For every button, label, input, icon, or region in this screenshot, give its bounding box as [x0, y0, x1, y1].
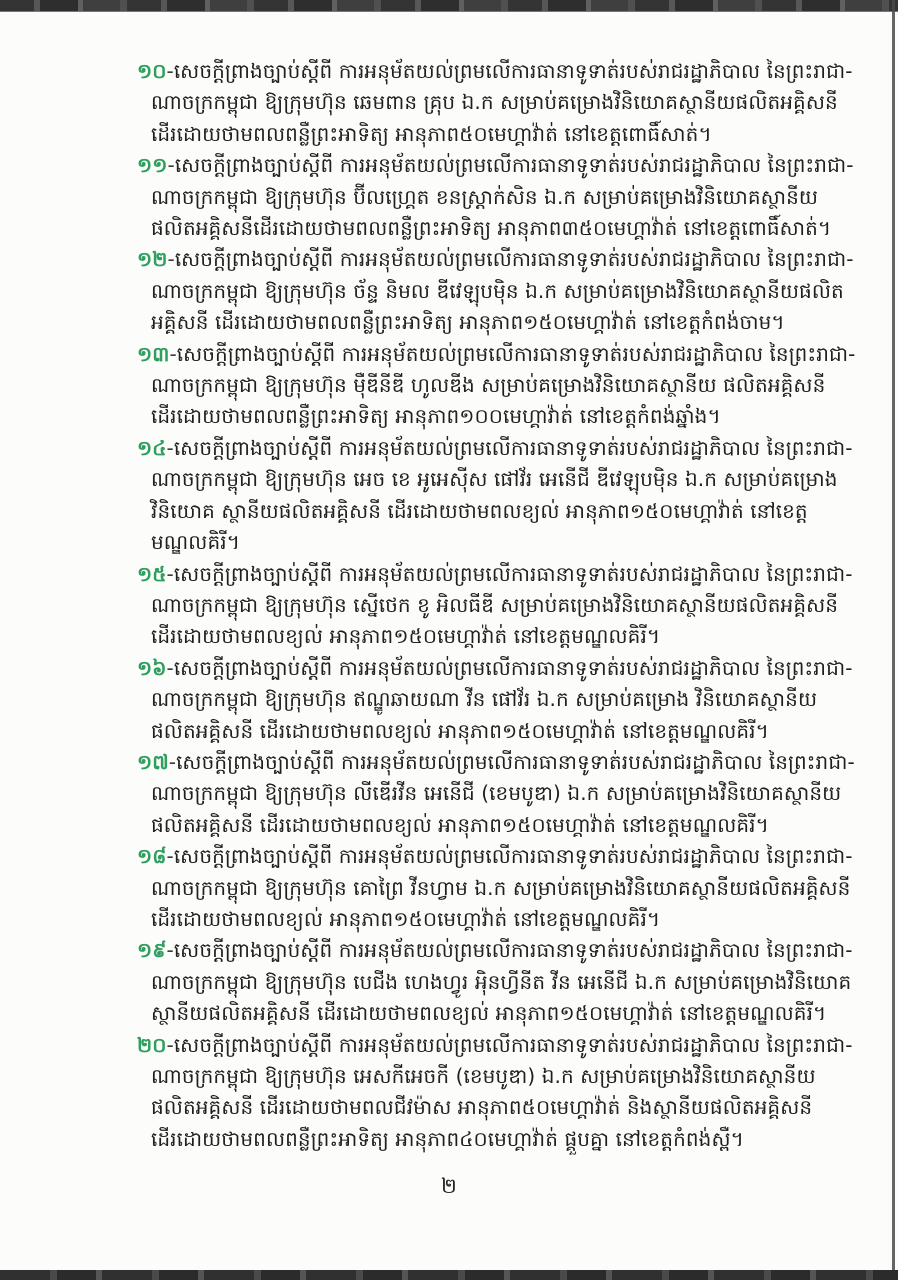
item-text-line: ដើរដោយថាមពលពន្លឺព្រះអាទិត្យ អានុភាព៤០មេហ្គាវ៉ាត់ ផ្គួបគ្នា នៅខេត្តកំពង់ស្ពឺ។	[151, 1126, 744, 1151]
item-number: ១៦	[137, 655, 167, 680]
item-first-line	[137, 559, 853, 590]
draft-law-agenda-list	[137, 56, 856, 1155]
item-text-line: សេចក្ដីព្រាងច្បាប់ស្ដីពី ការអនុម័តយល់ព្រមលើការធានាទូទាត់របស់រាជរដ្ឋាភិបាល នៃព្រះរាជា-	[176, 749, 855, 774]
agenda-item	[137, 244, 854, 338]
item-text-line: ណាចក្រកម្ពុជា ឱ្យក្រុមហ៊ុន គោព្រៃ វីនហ្វាម ឯ.ក សម្រាប់គម្រោងវិនិយោគស្ថានីយផលិតអគ្គិសនី	[151, 875, 851, 900]
top-scan-edge-artifact	[0, 0, 898, 12]
agenda-item	[137, 935, 853, 1029]
item-first-line	[137, 747, 855, 778]
item-text-line: សេចក្ដីព្រាងច្បាប់ស្ដីពី ការអនុម័តយល់ព្រមលើការធានាទូទាត់របស់រាជរដ្ឋាភិបាល នៃព្រះរាជា-	[173, 561, 853, 586]
item-first-line	[137, 150, 854, 181]
item-number-dash: -	[166, 938, 174, 963]
item-number-dash: -	[166, 1032, 174, 1057]
item-text-line: ដើរដោយថាមពលខ្យល់ អានុភាព១៥០មេហ្គាវ៉ាត់ នៅខេត្តមណ្ឌលគិរី។	[151, 906, 661, 931]
item-text-line: ណាចក្រកម្ពុជា ឱ្យក្រុមហ៊ុន អេច ខេ អូអេស៊ីស ផៅវ័រ អេនើជី ឌីវេឡុបមុិន ឯ.ក សម្រាប់គម្រោង	[151, 467, 838, 492]
item-number: ១៩	[137, 938, 167, 963]
item-number: ១៨	[137, 844, 167, 869]
right-scan-edge-line	[892, 0, 895, 1280]
item-first-line	[137, 653, 853, 684]
item-text-line: សេចក្ដីព្រាងច្បាប់ស្ដីពី ការអនុម័តយល់ព្រមលើការធានាទូទាត់របស់រាជរដ្ឋាភិបាល នៃព្រះរាជា-	[173, 844, 853, 869]
item-text-line: ណាចក្រកម្ពុជា ឱ្យក្រុមហ៊ុន ច័ន្ទ និមល ឌីវេឡុបមុិន ឯ.ក សម្រាប់គម្រោងវិនិយោគស្ថានីយផលិត	[151, 278, 844, 303]
item-number-dash: -	[166, 59, 174, 83]
item-text-line: ណាចក្រកម្ពុជា ឱ្យក្រុមហ៊ុន ឆេមពាន គ្រុប ឯ.ក សម្រាប់គម្រោងវិនិយោគស្ថានីយផលិតអគ្គិសនី	[151, 90, 838, 115]
item-text-line: សេចក្ដីព្រាងច្បាប់ស្ដីពី ការអនុម័តយល់ព្រមលើការធានាទូទាត់របស់រាជរដ្ឋាភិបាល នៃព្រះរាជា-	[173, 655, 853, 680]
agenda-item	[137, 433, 853, 559]
item-number-dash: -	[167, 247, 175, 272]
item-number-dash: -	[168, 749, 177, 774]
item-number: ១០	[137, 59, 167, 83]
item-number: ២០	[137, 1032, 167, 1057]
item-number-dash: -	[166, 561, 174, 586]
item-first-line	[137, 935, 853, 966]
item-text-line: ណាចក្រកម្ពុជា ឱ្យក្រុមហ៊ុន បេជីង ហេងហ្វូរ អុិនហ្វីនីត វីន អេនើជី ឯ.ក សម្រាប់គម្រោងវិនិយោគ	[151, 969, 852, 994]
page-number: ២	[441, 1174, 457, 1198]
item-text-line: ដើរដោយថាមពលពន្លឺព្រះអាទិត្យ អានុភាព៥០មេហ្គាវ៉ាត់ នៅខេត្តពោធិ៍សាត់។	[151, 121, 712, 146]
item-text-line: ណាចក្រកម្ពុជា ឱ្យក្រុមហ៊ុន អេសកីអេចកី (ខេមបូឌា) ឯ.ក សម្រាប់គម្រោងវិនិយោគស្ថានីយ	[151, 1064, 816, 1088]
item-text-line: អគ្គិសនី ដើរដោយថាមពលពន្លឺព្រះអាទិត្យ អានុភាព១៥០មេហ្គាវ៉ាត់ នៅខេត្តកំពង់ចាម។	[151, 310, 785, 335]
item-text-line: ណាចក្រកម្ពុជា ឱ្យក្រុមហ៊ុន ម៉ឺឌីនីឌី ហូលឌីង សម្រាប់គម្រោងវិនិយោគស្ថានីយ ផលិតអគ្គិសនី	[151, 373, 826, 398]
item-text-line: សេចក្ដីព្រាងច្បាប់ស្ដីពី ការអនុម័តយល់ព្រមលើការធានាទូទាត់របស់រាជរដ្ឋាភិបាល នៃព្រះរាជា-	[173, 59, 853, 83]
item-first-line	[137, 433, 853, 464]
item-text-line: ដើរដោយថាមពលខ្យល់ អានុភាព១៥០មេហ្គាវ៉ាត់ នៅខេត្តមណ្ឌលគិរី។	[151, 624, 661, 649]
agenda-item	[137, 150, 854, 244]
item-number: ១២	[137, 247, 168, 272]
agenda-item	[137, 1030, 853, 1156]
agenda-item	[137, 747, 855, 841]
item-text-line: វិនិយោគ ស្ថានីយផលិតអគ្គិសនី ដើរដោយថាមពលខ្យល់ អានុភាព១៥០មេហ្គាវ៉ាត់ នៅខេត្ត	[151, 498, 808, 523]
item-number: ១៥	[137, 561, 167, 586]
item-text-line: ណាចក្រកម្ពុជា ឱ្យក្រុមហ៊ុន ឥណ្ឌូឆាយណា វីន ផៅវ័រ ឯ.ក សម្រាប់គម្រោង វិនិយោគស្ថានីយ	[151, 687, 818, 712]
item-text-line: សេចក្ដីព្រាងច្បាប់ស្ដីពី ការអនុម័តយល់ព្រមលើការធានាទូទាត់របស់រាជរដ្ឋាភិបាល នៃព្រះរាជា-	[173, 1032, 853, 1057]
agenda-item	[137, 559, 853, 653]
item-text-line: ណាចក្រកម្ពុជា ឱ្យក្រុមហ៊ុន លីឌើរវីន អេនើជី (ខេមបូឌា) ឯ.ក សម្រាប់គម្រោងវិនិយោគស្ថានីយ	[151, 781, 842, 806]
item-text-line: ផលិតអគ្គិសនីដើរដោយថាមពលពន្លឺព្រះអាទិត្យ អានុភាព៣៥០មេហ្គាវ៉ាត់ នៅខេត្តពោធិ៍សាត់។	[151, 216, 832, 241]
item-text-line: ផលិតអគ្គិសនី ដើរដោយថាមពលខ្យល់ អានុភាព១៥០មេហ្គាវ៉ាត់ នៅខេត្តមណ្ឌលគិរី។	[151, 812, 769, 837]
bottom-scan-edge-artifact	[0, 1270, 898, 1280]
item-number-dash: -	[166, 655, 174, 680]
agenda-item	[137, 339, 856, 433]
item-number: ១៤	[137, 435, 167, 460]
item-first-line	[137, 841, 853, 872]
item-text-line: មណ្ឌលគិរី។	[151, 530, 240, 555]
item-number: ១១	[137, 153, 168, 178]
item-number: ១៧	[137, 749, 169, 774]
item-text-line: សេចក្ដីព្រាងច្បាប់ស្ដីពី ការអនុម័តយល់ព្រមលើការធានាទូទាត់របស់រាជរដ្ឋាភិបាល នៃព្រះរាជា-	[174, 153, 854, 178]
agenda-item	[137, 841, 853, 935]
item-number-dash: -	[166, 435, 174, 460]
item-text-line: សេចក្ដីព្រាងច្បាប់ស្ដីពី ការអនុម័តយល់ព្រមលើការធានាទូទាត់របស់រាជរដ្ឋាភិបាល នៃព្រះរាជា-	[173, 938, 853, 963]
item-first-line	[137, 339, 856, 370]
item-first-line	[137, 56, 853, 87]
item-text-line: សេចក្ដីព្រាងច្បាប់ស្ដីពី ការអនុម័តយល់ព្រមលើការធានាទូទាត់របស់រាជរដ្ឋាភិបាល នៃព្រះរាជា-	[176, 341, 856, 366]
agenda-item	[137, 56, 853, 150]
item-text-line: ណាចក្រកម្ពុជា ឱ្យក្រុមហ៊ុន ប៊ីលហ្គ្រេត ខនស្ត្រាក់សិន ឯ.ក សម្រាប់គម្រោងវិនិយោគស្ថានីយ	[151, 184, 819, 209]
item-text-line: ផលិតអគ្គិសនី ដើរដោយថាមពលខ្យល់ អានុភាព១៥០មេហ្គាវ៉ាត់ នៅខេត្តមណ្ឌលគិរី។	[151, 718, 769, 743]
item-text-line: ដើរដោយថាមពលពន្លឺព្រះអាទិត្យ អានុភាព១០០មេហ្គាវ៉ាត់ នៅខេត្តកំពង់ឆ្នាំង។	[151, 404, 721, 429]
item-text-line: សេចក្ដីព្រាងច្បាប់ស្ដីពី ការអនុម័តយល់ព្រមលើការធានាទូទាត់របស់រាជរដ្ឋាភិបាល នៃព្រះរាជា-	[173, 435, 853, 460]
item-number-dash: -	[169, 341, 177, 366]
item-text-line: ស្ថានីយផលិតអគ្គិសនី ដើរដោយថាមពលខ្យល់ អានុភាព១៥០មេហ្គាវ៉ាត់ នៅខេត្តមណ្ឌលគិរី។	[151, 1001, 827, 1026]
item-first-line	[137, 1030, 853, 1061]
item-text-line: ណាចក្រកម្ពុជា ឱ្យក្រុមហ៊ុន ស្នើថេក ខូ អិលធីឌី សម្រាប់គម្រោងវិនិយោគស្ថានីយផលិតអគ្គិសនី	[151, 592, 839, 617]
item-number: ១៣	[137, 341, 170, 366]
item-number-dash: -	[166, 844, 174, 869]
agenda-item	[137, 653, 853, 747]
item-number-dash: -	[167, 153, 175, 178]
item-text-line: ផលិតអគ្គិសនី ដើរដោយថាមពលជីវម៉ាស អានុភាព៥០មេហ្គាវ៉ាត់ និងស្ថានីយផលិតអគ្គិសនី	[151, 1095, 813, 1120]
item-first-line	[137, 244, 854, 275]
item-text-line: សេចក្ដីព្រាងច្បាប់ស្ដីពី ការអនុម័តយល់ព្រមលើការធានាទូទាត់របស់រាជរដ្ឋាភិបាល នៃព្រះរាជា-	[174, 247, 854, 272]
